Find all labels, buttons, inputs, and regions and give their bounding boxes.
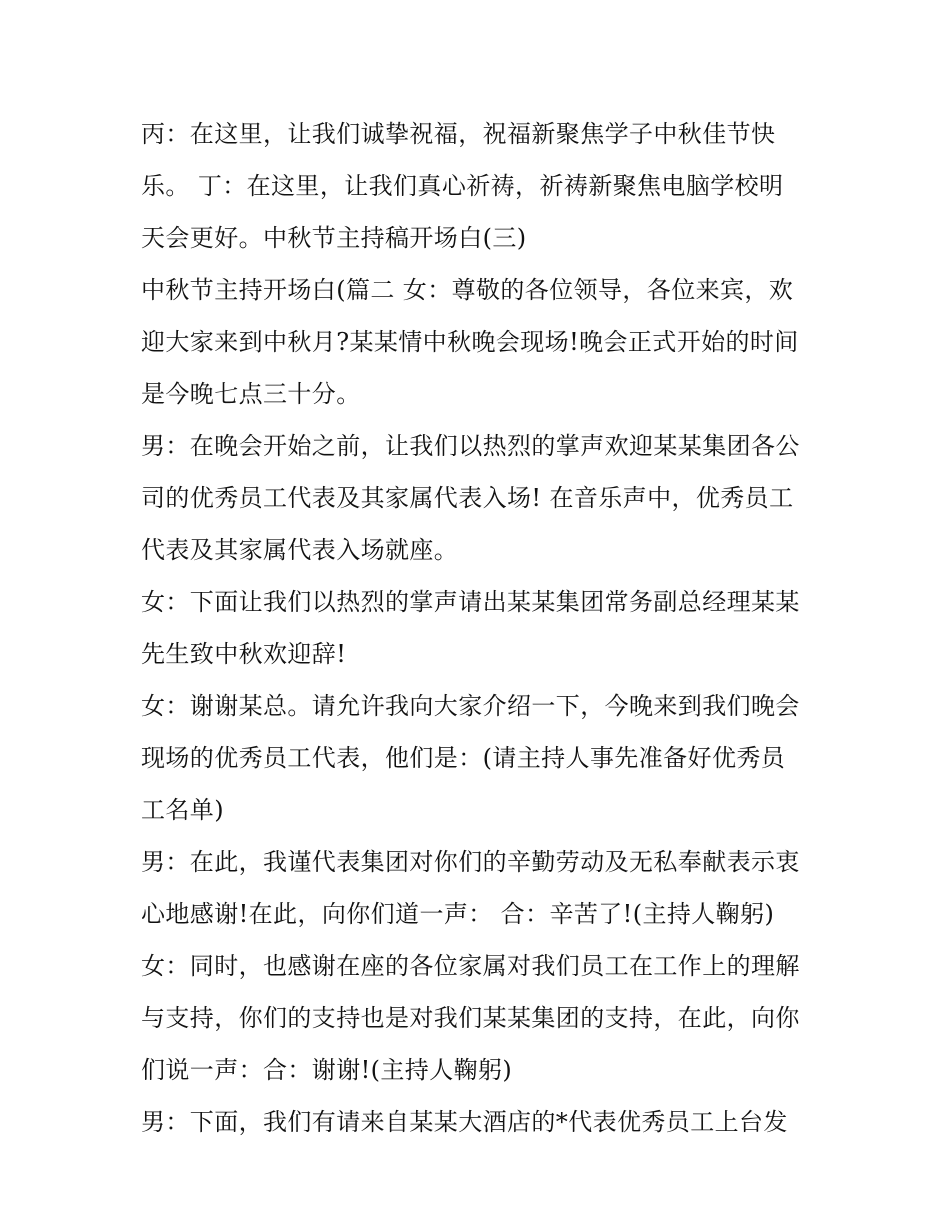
document-body bbox=[141, 108, 816, 1148]
text-line: 天会更好。中秋节主持稿开场白(三) bbox=[141, 224, 527, 252]
text-line: 与支持，你们的支持也是对我们某某集团的支持，在此，向你 bbox=[141, 1004, 800, 1032]
text-line: 女：谢谢某总。请允许我向大家介绍一下，今晚来到我们晚会 bbox=[141, 692, 800, 720]
text-line: 乐。 丁：在这里，让我们真心祈祷，祈祷新聚焦电脑学校明 bbox=[141, 172, 784, 200]
text-line: 女：下面让我们以热烈的掌声请出某某集团常务副总经理某某 bbox=[141, 588, 800, 616]
text-line: 男：在晚会开始之前，让我们以热烈的掌声欢迎某某集团各公 bbox=[141, 432, 800, 460]
text-line: 中秋节主持开场白(篇二 女：尊敬的各位领导，各位来宾，欢 bbox=[141, 276, 794, 304]
text-line: 们说一声：合：谢谢!(主持人鞠躬) bbox=[141, 1056, 513, 1084]
text-line: 工名单) bbox=[141, 796, 224, 824]
text-line: 代表及其家属代表入场就座。 bbox=[141, 536, 459, 564]
text-line: 先生致中秋欢迎辞! bbox=[141, 640, 347, 668]
text-line: 司的优秀员工代表及其家属代表入场! 在音乐声中，优秀员工 bbox=[141, 484, 794, 512]
text-line: 迎大家来到中秋月?某某情中秋晚会现场!晚会正式开始的时间 bbox=[141, 328, 799, 356]
text-line: 是今晚七点三十分。 bbox=[141, 380, 361, 408]
text-line: 男：下面，我们有请来自某某大酒店的*代表优秀员工上台发 bbox=[141, 1108, 788, 1136]
text-line: 男：在此，我谨代表集团对你们的辛勤劳动及无私奉献表示衷 bbox=[141, 848, 800, 876]
text-line: 女：同时，也感谢在座的各位家属对我们员工在工作上的理解 bbox=[141, 952, 800, 980]
text-line: 丙：在这里，让我们诚挚祝福，祝福新聚焦学子中秋佳节快 bbox=[141, 120, 776, 148]
text-line: 心地感谢!在此，向你们道一声： 合：辛苦了!(主持人鞠躬) bbox=[141, 900, 775, 928]
text-line: 现场的优秀员工代表，他们是：(请主持人事先准备好优秀员 bbox=[141, 744, 786, 772]
